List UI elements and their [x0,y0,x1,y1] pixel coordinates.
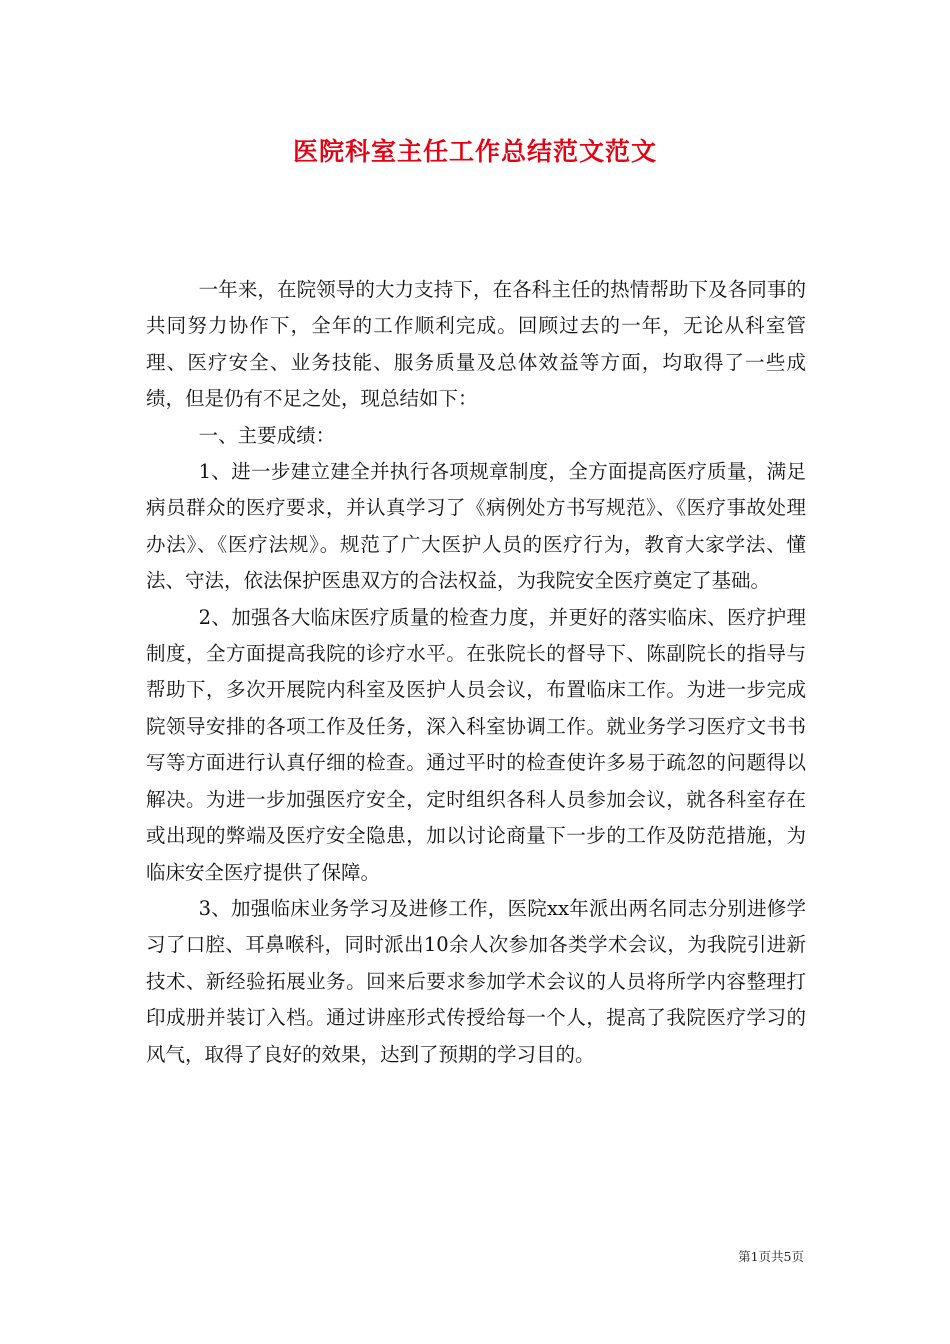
document-body [146,272,806,1073]
page-number: 第1页共5页 [738,1249,804,1264]
paragraph-item-3: 3、加强临床业务学习及进修工作，医院xx年派出两名同志分别进修学习了口腔、耳鼻喉科，同时派出10余人次参加各类学术会议，为我院引进新技术、新经验拓展业务。回来后要求参加学术会议的人员将所学内容整理打印成册并装订入档。通过讲座形式传授给每一个人，提高了我院医疗学习的风气，取得了良好的效果，达到了预期的学习目的。 [146,896,806,1066]
paragraph-intro: 一年来，在院领导的大力支持下，在各科主任的热情帮助下及各同事的共同努力协作下，全年的工作顺利完成。回顾过去的一年，无论从科室管理、医疗安全、业务技能、服务质量及总体效益等方面，均取得了一些成绩，但是仍有不足之处，现总结如下： [146,278,806,411]
section-heading: 一、主要成绩： [198,423,336,447]
document-title: 医院科室主任工作总结范文范文 [292,137,657,166]
paragraph-item-1: 1、进一步建立建全并执行各项规章制度，全方面提高医疗质量，满足病员群众的医疗要求，并认真学习了《病例处方书写规范》、《医疗事故处理办法》、《医疗法规》。规范了广大医护人员的医疗行为，教育大家学法、懂法、守法，依法保护医患双方的合法权益，为我院安全医疗奠定了基础。 [146,460,806,593]
paragraph-item-2: 2、加强各大临床医疗质量的检查力度，并更好的落实临床、医疗护理制度，全方面提高我院的诊疗水平。在张院长的督导下、陈副院长的指导与帮助下，多次开展院内科室及医护人员会议，布置临床工作。为进一步完成院领导安排的各项工作及任务，深入科室协调工作。就业务学习医疗文书书写等方面进行认真仔细的检查。通过平时的检查使许多易于疏忽的问题得以解决。为进一步加强医疗安全，定时组织各科人员参加会议，就各科室存在或出现的弊端及医疗安全隐患，加以讨论商量下一步的工作及防范措施，为临床安全医疗提供了保障。 [146,605,806,884]
